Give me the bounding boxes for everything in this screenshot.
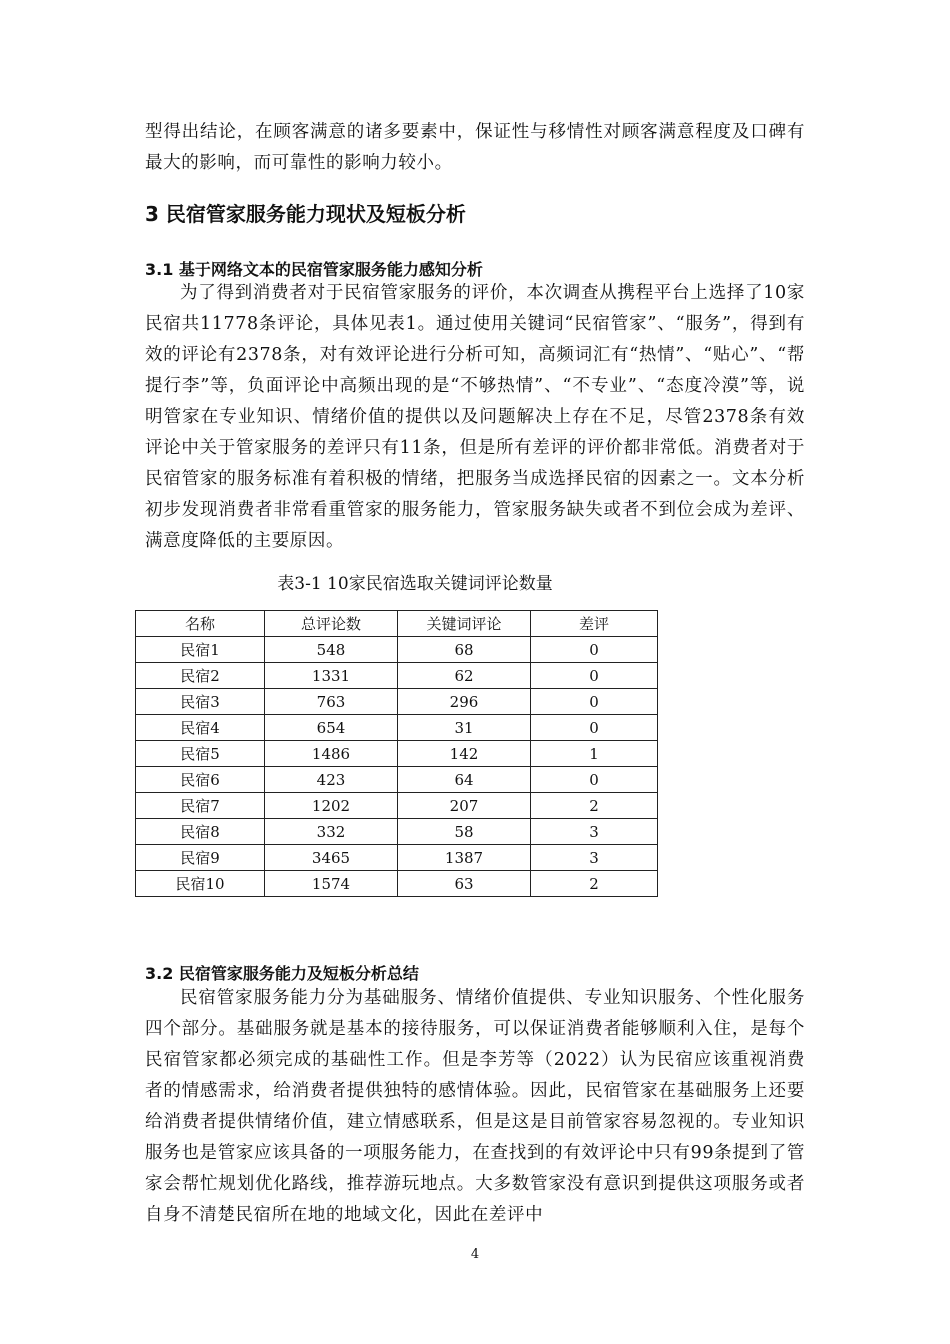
table-cell: 654 [265,715,398,741]
table-cell: 0 [531,715,658,741]
table-row [136,715,658,741]
table-row [136,663,658,689]
table-row [136,793,658,819]
table-cell: 58 [398,819,531,845]
table-cell: 民宿10 [136,871,265,897]
table-cell: 民宿1 [136,637,265,663]
table-cell: 68 [398,637,531,663]
table-cell: 2 [531,871,658,897]
intro-paragraph: 型得出结论，在顾客满意的诸多要素中，保证性与移情性对顾客满意程度及口碑有最大的影响，而可靠性的影响力较小。 [145,122,805,173]
table-cell: 民宿6 [136,767,265,793]
table-cell: 1574 [265,871,398,897]
table-cell: 64 [398,767,531,793]
table-cell: 民宿5 [136,741,265,767]
table-cell: 民宿2 [136,663,265,689]
column-header: 名称 [136,611,265,637]
table-cell: 1387 [398,845,531,871]
table-cell: 31 [398,715,531,741]
table-cell: 民宿8 [136,819,265,845]
section-heading-3: 3 民宿管家服务能力现状及短板分析 [145,202,466,226]
table-row [136,689,658,715]
table-cell: 民宿7 [136,793,265,819]
table-cell: 548 [265,637,398,663]
table-caption: 表3-1 10家民宿选取关键词评论数量 [277,574,553,594]
table-cell: 3 [531,819,658,845]
table-cell: 142 [398,741,531,767]
table-cell: 3 [531,845,658,871]
table-cell: 763 [265,689,398,715]
table-header-row [136,611,658,637]
table-cell: 1202 [265,793,398,819]
table-cell: 1 [531,741,658,767]
table-cell: 0 [531,637,658,663]
comment-count-table [135,610,658,897]
table-cell: 62 [398,663,531,689]
table-cell: 民宿9 [136,845,265,871]
table-cell: 296 [398,689,531,715]
table-cell: 207 [398,793,531,819]
column-header: 关键词评论 [398,611,531,637]
paragraph-3-2: 民宿管家服务能力分为基础服务、情绪价值提供、专业知识服务、个性化服务四个部分。基础服务就是基本的接待服务，可以保证消费者能够顺利入住，是每个民宿管家都必须完成的基础性工作。但是李芳等（2022）认为民宿应该重视消费者的情感需求，给消费者提供独特的感情体验。因此，民宿管家在基础服务上还要给消费者提供情绪价值，建立情感联系，但是这是目前管家容易忽视的。专业知识服务也是管家应该具备的一项服务能力，在查找到的有效评论中只有99条提到了管家会帮忙规划优化路线，推荐游玩地点。大多数管家没有意识到提供这项服务或者自身不清楚民宿所在地的地域文化，因此在差评中 [145,988,805,1225]
table-row [136,819,658,845]
table-cell: 423 [265,767,398,793]
subsection-heading-3-1: 3.1 基于网络文本的民宿管家服务能力感知分析 [145,260,483,279]
table-cell: 2 [531,793,658,819]
table-cell: 63 [398,871,531,897]
table-cell: 民宿3 [136,689,265,715]
table-cell: 1486 [265,741,398,767]
table-row [136,845,658,871]
paragraph-3-1: 为了得到消费者对于民宿管家服务的评价，本次调查从携程平台上选择了10家民宿共11778条评论，具体见表1。通过使用关键词“民宿管家”、“服务”，得到有效的评论有2378条，对有效评论进行分析可知，高频词汇有“热情”、“贴心”、“帮提行李”等，负面评论中高频出现的是“不够热情”、“不专业”、“态度冷漠”等，说明管家在专业知识、情绪价值的提供以及问题解决上存在不足，尽管2378条有效评论中关于管家服务的差评只有11条，但是所有差评的评价都非常低。消费者对于民宿管家的服务标准有着积极的情绪，把服务当成选择民宿的因素之一。文本分析初步发现消费者非常看重管家的服务能力，管家服务缺失或者不到位会成为差评、满意度降低的主要原因。 [145,283,805,551]
table-cell: 1331 [265,663,398,689]
table-cell: 0 [531,767,658,793]
table-cell: 3465 [265,845,398,871]
subsection-heading-3-2: 3.2 民宿管家服务能力及短板分析总结 [145,964,419,983]
table-cell: 0 [531,663,658,689]
page-number: 4 [470,1247,480,1262]
table-row [136,741,658,767]
table-row [136,637,658,663]
table-row [136,767,658,793]
column-header: 差评 [531,611,658,637]
table-cell: 民宿4 [136,715,265,741]
table-cell: 0 [531,689,658,715]
column-header: 总评论数 [265,611,398,637]
table-row [136,871,658,897]
table-cell: 332 [265,819,398,845]
